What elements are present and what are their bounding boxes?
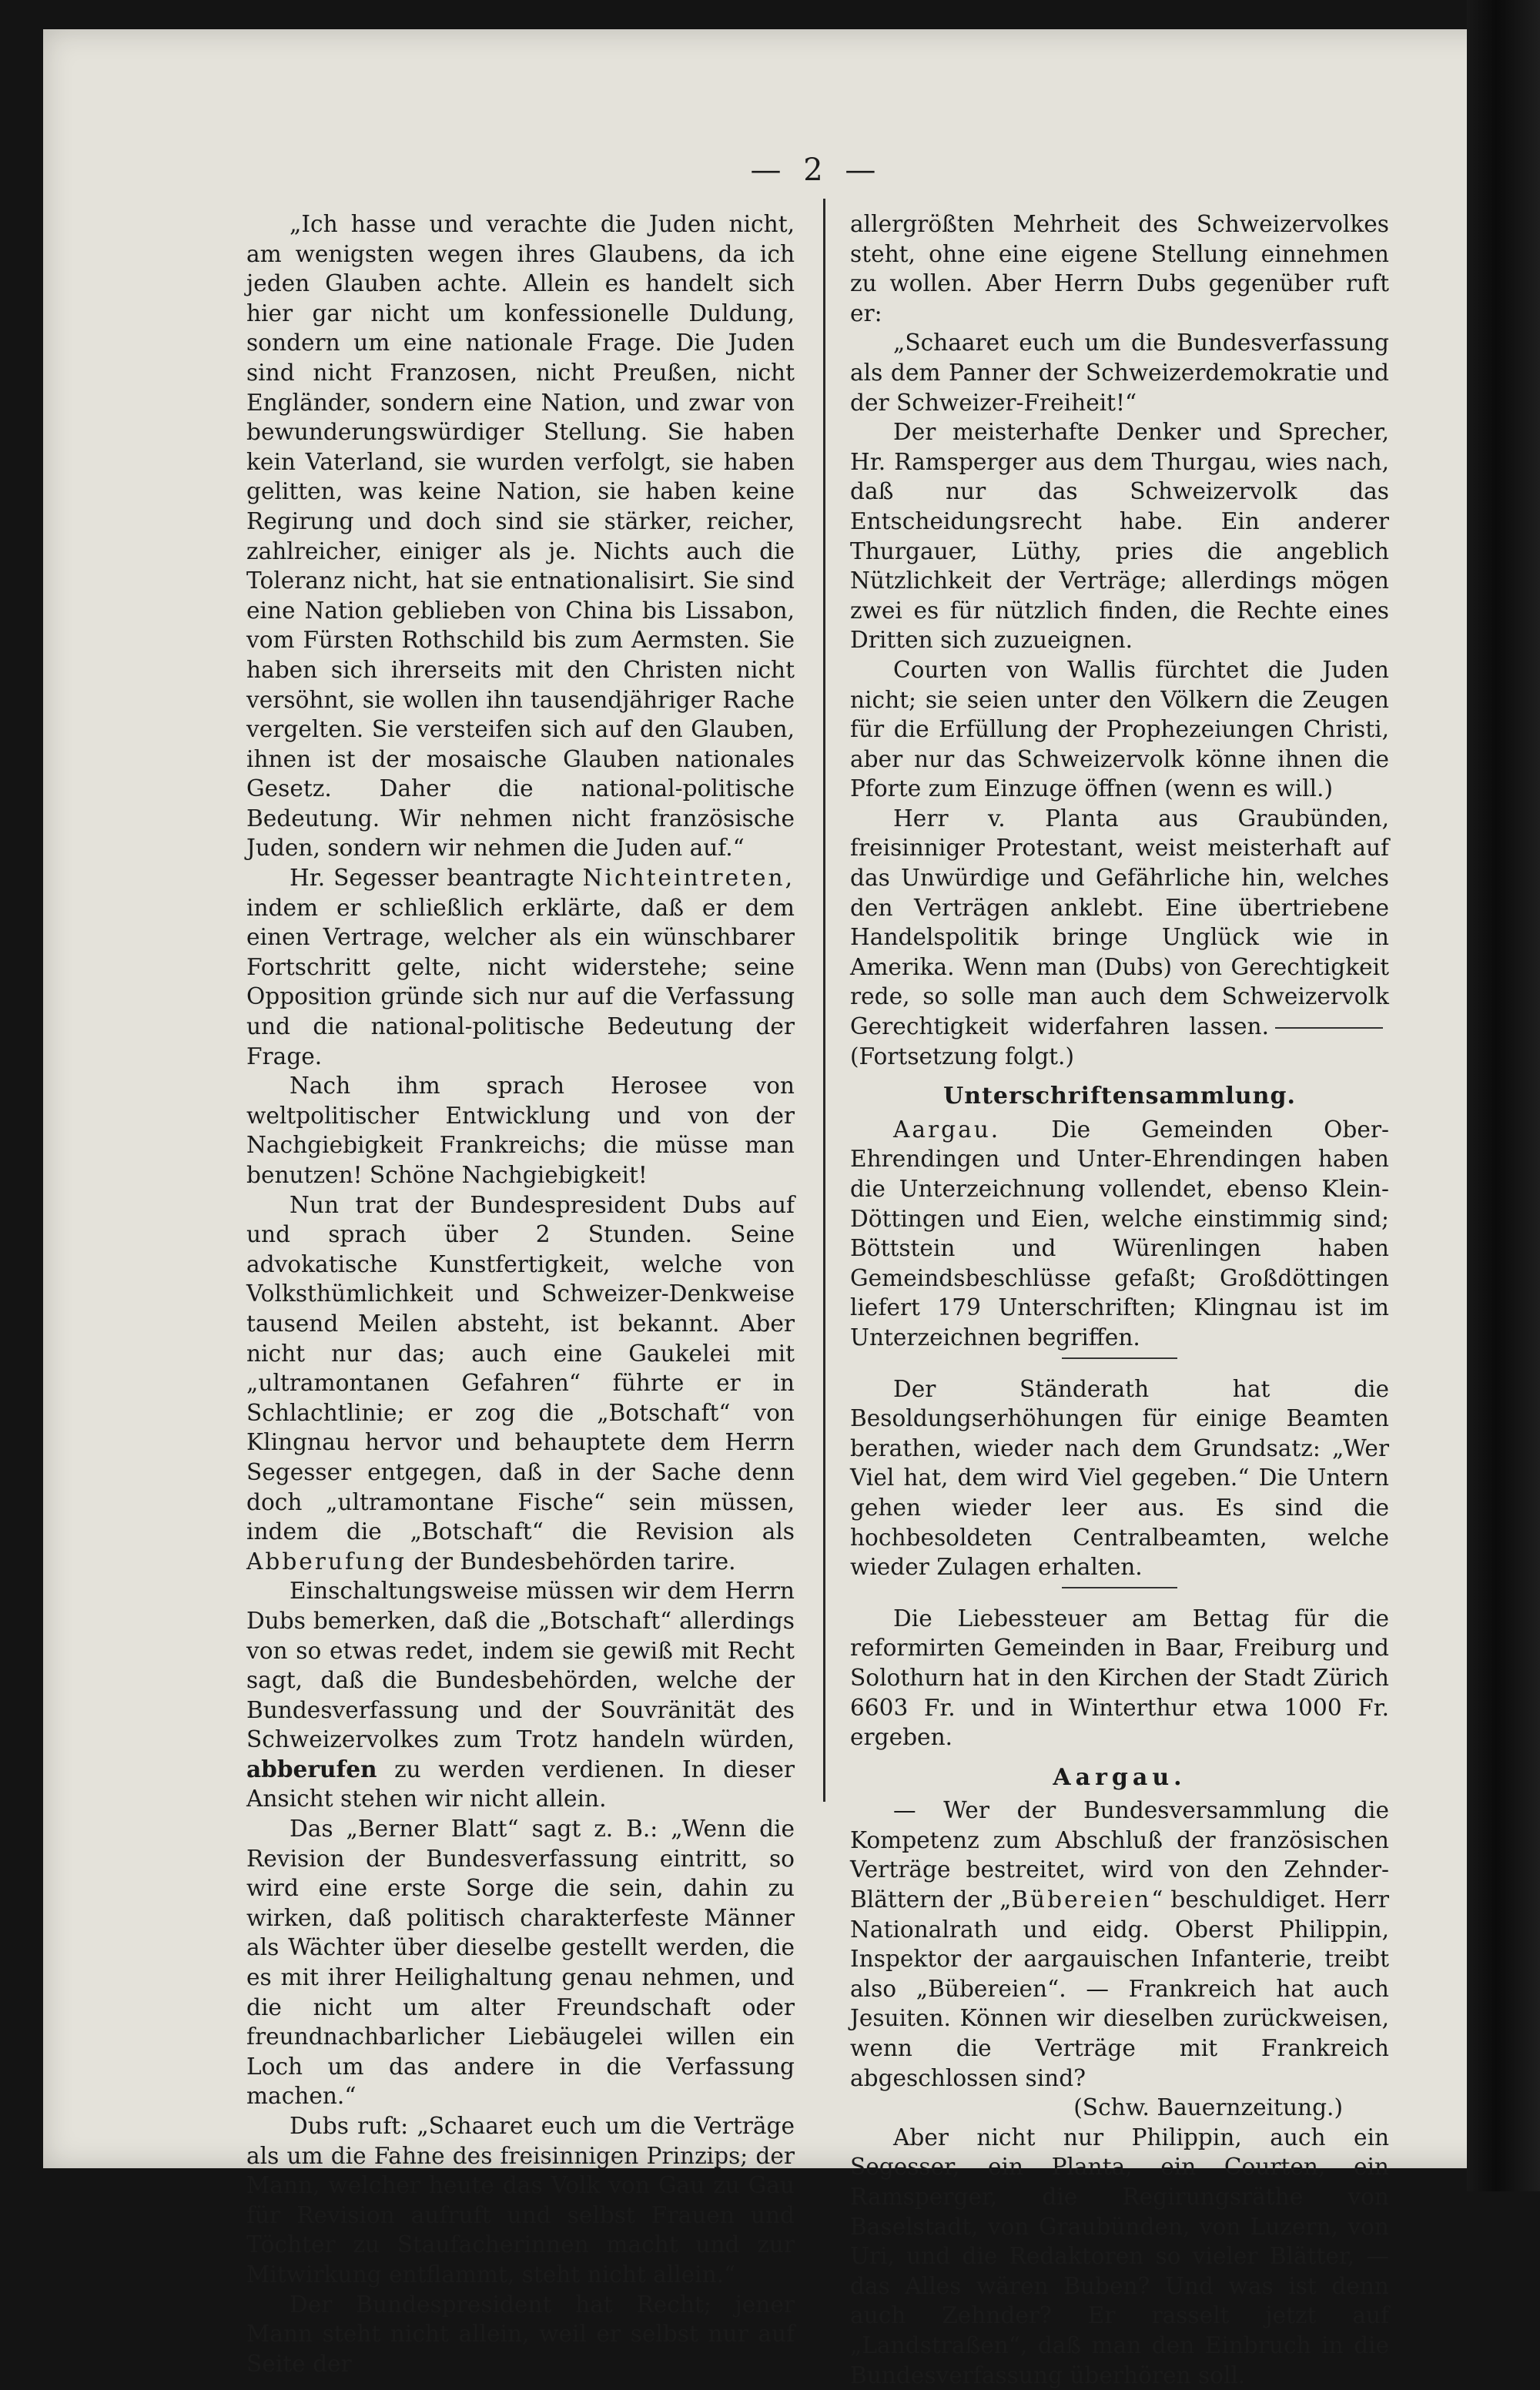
page-number: — 2 — bbox=[750, 152, 882, 188]
paragraph-quote-juden: „Ich hasse und verachte die Juden nicht, am wenigsten wegen ihres Glaubens, da ich jeden Glauben achte. Allein es handelt sich hier gar nicht um konfessionelle Duldung, sondern um eine nationale Frage. Die Juden sind nicht Franzosen, nicht Preußen, nicht Engländer, sondern eine Nation, und zwar von bewunderungswürdiger Stellung. Sie haben kein Vaterland, sie wurden verfolgt, sie haben gelitten, was keine Nation, sie haben keine Regirung und doch sind sie stärker, reicher, zahlreicher, einiger als je. Nichts auch die Toleranz nicht, hat sie entnationalisirt. Sie sind eine Nation geblieben von China bis Lissabon, vom Fürsten Rothschild bis zum Aermsten. Sie haben sich ihrerseits mit den Christen nicht versöhnt, sie wollen ihn tausendjähriger Rache vergelten. Sie versteifen sich auf den Glauben, ihnen ist der mosaische Glauben nationales Gesetz. Daher die national-politische Bedeutung. Wir nehmen nicht französische Juden, sondern wir nehmen die Juden auf.“ bbox=[246, 211, 795, 862]
paragraph-planta bbox=[850, 804, 1389, 1071]
text: Herr v. Planta aus Graubünden, freisinniger Protestant, weist meisterhaft auf das Unwürdige und Gefährliche hin, welches den Verträgen anklebt. Eine übertriebene Handelspolitik bringe Unglück wie in Amerika. Wenn man (Dubs) von Gerechtigkeit rede, so solle man auch dem Schweizervolk Gerechtigkeit widerfahren lassen. bbox=[850, 805, 1389, 1040]
text: indem er schließlich erklärte, daß er dem einen Vertrage, welcher als ein wünschbarer Fortschritt gelte, nicht widerstehe; seine Opposition gründe sich nur auf die Verfassung und die national-politische Bedeutung der Frage. bbox=[246, 894, 795, 1069]
text: der Bundesbehörden tarire. bbox=[413, 1548, 736, 1575]
paragraph-schaaret: „Schaaret euch um die Bundesverfassung als dem Panner der Schweizerdemokratie und der Schweizer-Freiheit!“ bbox=[850, 330, 1389, 416]
text: Einschaltungsweise müssen wir dem Herrn Dubs bemerken, daß die „Botschaft“ allerdings von so etwas redet, indem sie gewiß mit Recht sagt, daß die Bundesbehörden, welche der Bundesverfassung und der Souvränität des Schweizervolkes zum Trotz handeln würden, bbox=[246, 1578, 795, 1753]
column-divider bbox=[823, 199, 825, 1802]
book-spine bbox=[1467, 0, 1540, 2191]
place-aargau: Aargau. bbox=[893, 1116, 1001, 1143]
paragraph-philippin: Aber nicht nur Philippin, auch ein Segesser, ein Planta, ein Courten, ein Ramsperger, die Regirungsräthe von Baselstadt, von Graubünden, von Luzern, von Uri, und die Redaktoren so vieler Blätter, — das Alles wären Buben? Und was ist denn auch Zehnder? Er rasselt jetzt auf „Landstraßen“, daß man den Einbruch in die Bundesverfassung überhören soll. bbox=[850, 2124, 1389, 2388]
text: Die Gemeinden Ober-Ehrendingen und Unter-Ehrendingen haben die Unterzeichnung vollendet, ebenso Klein-Döttingen und Eien, welche einstimmig sind; Böttstein und Würenlingen haben Gemeindsbeschlüsse gefaßt; Großdöttingen liefert 179 Unterschriften; Klingnau ist im Unterzeichnen begriffen. bbox=[850, 1116, 1389, 1351]
paragraph-dubs bbox=[246, 1190, 795, 1577]
paragraph-staenderath: Der Ständerath hat die Besoldungserhöhungen für einige Beamten berathen, wieder nach dem Grundsatz: „Wer Viel hat, dem wird Viel gegeben.“ Die Untern gehen wieder leer aus. Es sind die hochbesoldeten Centralbeamten, welche wieder Zulagen erhalten. bbox=[850, 1375, 1389, 1581]
paragraph-bundesversammlung bbox=[850, 1796, 1389, 2093]
text: “ beschuldiget. Herr Nationalrath und eidg. Oberst Philippin, Inspektor der aargauischen Infanterie, treibt also „Bübereien“. — Frankreich hat auch Jesuiten. Können wir dieselben zurückweisen, wenn die Verträge mit Frankreich abgeschlossen sind? bbox=[850, 1886, 1389, 2091]
paragraph-continuation: allergrößten Mehrheit des Schweizervolkes steht, ohne eine eigene Stellung einnehmen zu wollen. Aber Herrn Dubs gegenüber ruft er: bbox=[850, 211, 1389, 326]
paragraph-segesser bbox=[246, 863, 795, 1071]
paragraph-herosee: Nach ihm sprach Herosee von weltpolitischer Entwicklung und von der Nachgiebigkeit Frankreichs; die müsse man benutzen! Schöne Nachgiebigkeit! bbox=[246, 1073, 795, 1188]
divider bbox=[1275, 1027, 1383, 1029]
text: Nun trat der Bundespresident Dubs auf und sprach über 2 Stunden. Seine advokatische Kunstfertigkeit, welche von Volksthümlichkeit und Schweizer-Denkweise tausend Meilen absteht, ist bekannt. Aber nicht nur das; auch eine Gaukelei mit „ultramontanen Gefahren“ führte er in Schlachtlinie; er zog die „Botschaft“ von Klingnau hervor und behauptete dem Herrn Segesser entgegen, daß in der Sache denn doch „ultramontane Fische“ sein müssen, indem die „Botschaft“ die Revision als bbox=[246, 1191, 795, 1545]
paragraph-courten: Courten von Wallis fürchtet die Juden nicht; sie seien unter den Völkern die Zeugen für die Erfüllung der Prophezeiungen Christi, aber nur das Schweizervolk könne ihnen die Pforte zum Einzuge öffnen (wenn es will.) bbox=[850, 656, 1389, 802]
left-column bbox=[246, 209, 795, 2378]
divider bbox=[1062, 1587, 1177, 1588]
text: Hr. Segesser beantragte bbox=[290, 865, 574, 892]
right-column bbox=[850, 209, 1389, 2390]
emphasis-nichteintreten: Nichteintreten, bbox=[582, 865, 795, 892]
continuation-note: (Fortsetzung folgt.) bbox=[850, 1043, 1074, 1069]
divider bbox=[1062, 1357, 1177, 1359]
emphasis-abberufen: abberufen bbox=[246, 1755, 377, 1782]
emphasis-abberufung: Abberufung bbox=[246, 1548, 407, 1575]
paragraph-einschaltung bbox=[246, 1576, 795, 1814]
paragraph-bundespresident: Der Bundespresident hat Recht; jener Mann steht nicht allein, weil er selbst nur auf Seite der bbox=[246, 2291, 795, 2377]
paragraph-aargau-gemeinden bbox=[850, 1115, 1389, 1353]
paragraph-dubs-ruft: Dubs ruft: „Schaaret euch um die Verträge als um die Fahne des freisinnigen Prinzips; der Mann, welcher heute das Volk von Gau zu Gau für Revision aufruft und selbst Frauen und Töchter zu Staufacherinnen macht und zur Mitwirkung entflammt, steht nicht allein.“ bbox=[246, 2113, 795, 2288]
text: zu werden verdienen. In dieser Ansicht stehen wir nicht allein. bbox=[246, 1756, 795, 1813]
paragraph-ramsperger: Der meisterhafte Denker und Sprecher, Hr. Ramsperger aus dem Thurgau, wies nach, daß nur das Schweizervolk das Entscheidungsrecht habe. Ein anderer Thurgauer, Lüthy, pries die angeblich Nützlichkeit der Verträge; allerdings mögen zwei es für nützlich finden, die Rechte eines Dritten sich zuzueignen. bbox=[850, 419, 1389, 654]
heading-unterschriftensammlung: Unterschriftensammlung. bbox=[943, 1083, 1296, 1110]
text: — Wer der Bundesversammlung die Kompetenz zum Abschluß der französischen Verträge bestreitet, wird von den Zehnder-Blättern der „ bbox=[850, 1797, 1389, 1913]
emphasis-buebereien: Bübereien bbox=[1011, 1886, 1152, 1913]
paragraph-berner-blatt: Das „Berner Blatt“ sagt z. B.: „Wenn die Revision der Bundesverfassung eintritt, so wird eine erste Sorge die sein, dahin zu wirken, daß politisch charakterfeste Männer als Wächter über dieselbe gestellt werden, die es mit ihrer Heilighaltung genau nehmen, und die nicht um alter Freundschaft oder freundnachbarlicher Liebäugelei willen ein Loch um das andere in die Verfassung machen.“ bbox=[246, 1816, 795, 2110]
heading-aargau: Aargau. bbox=[1053, 1763, 1187, 1791]
source-citation: (Schw. Bauernzeitung.) bbox=[1073, 2094, 1343, 2121]
paragraph-liebessteuer: Die Liebessteuer am Bettag für die reformirten Gemeinden in Baar, Freiburg und Solothurn hat in den Kirchen der Stadt Zürich 6603 Fr. und in Winterthur etwa 1000 Fr. ergeben. bbox=[850, 1605, 1389, 1751]
